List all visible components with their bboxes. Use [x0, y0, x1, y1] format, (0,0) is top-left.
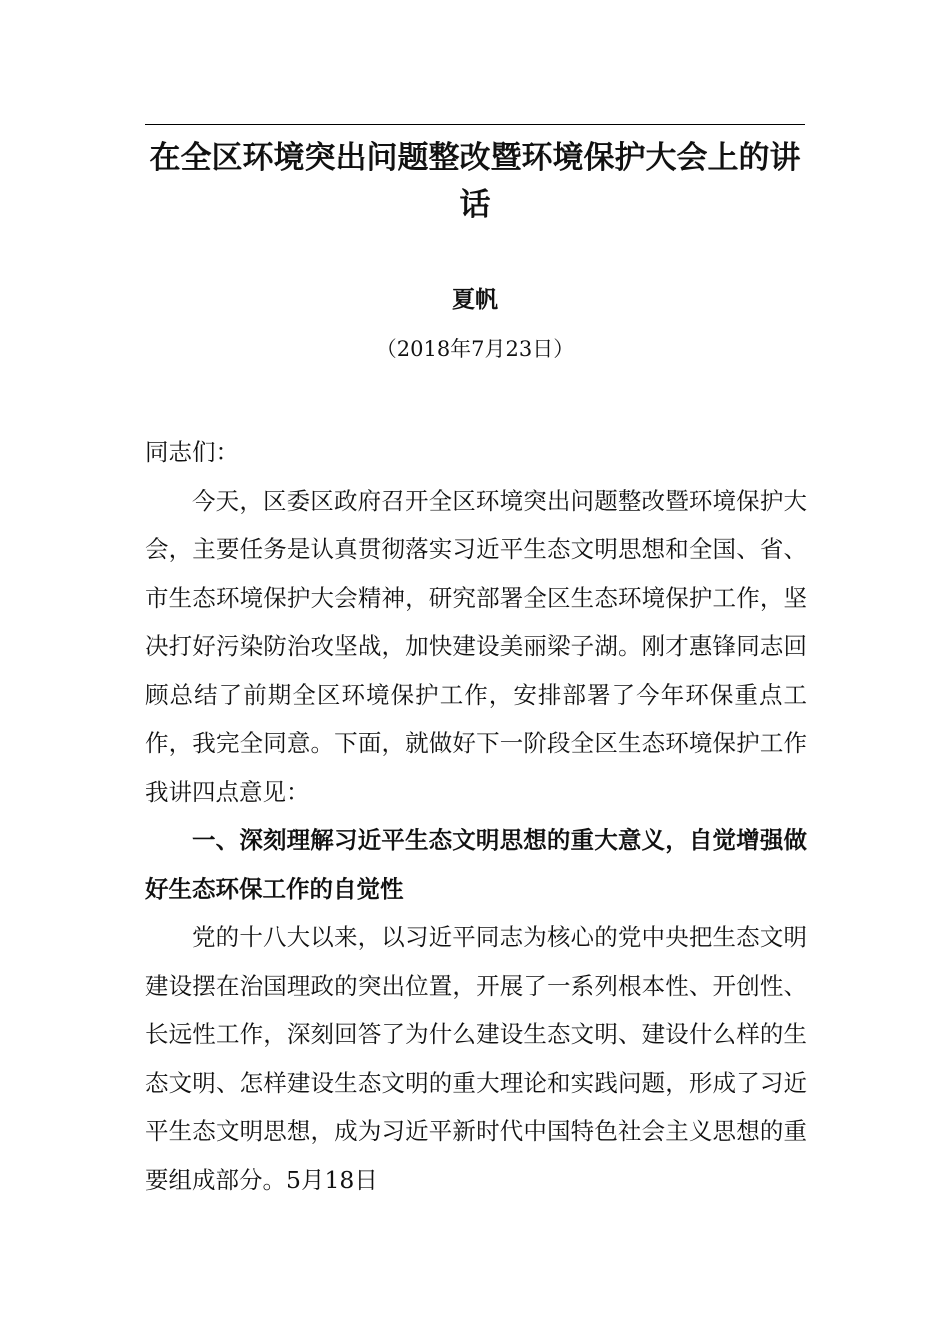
header-rule: [145, 124, 805, 125]
section-paragraph: 党的十八大以来，以习近平同志为核心的党中央把生态文明建设摆在治国理政的突出位置，开展了一系列根本性、开创性、长远性工作，深刻回答了为什么建设生态文明、建设什么样的生态文明、怎样建设生态文明的重大理论和实践问题，形成了习近平生态文明思想，成为习近平新时代中国特色社会主义思想的重要组成部分。5月18日: [145, 923, 807, 1194]
speech-date: （2018年7月23日）: [375, 337, 575, 361]
author-name: 夏帆: [452, 287, 498, 313]
salutation: 同志们：: [145, 438, 239, 466]
section-heading: 一、深刻理解习近平生态文明思想的重大意义，自觉增强做好生态环保工作的自觉性: [145, 826, 807, 903]
document-body: [145, 428, 807, 1204]
document-title: 在全区环境突出问题整改暨环境保护大会上的讲话: [149, 140, 801, 223]
opening-paragraph: 今天，区委区政府召开全区环境突出问题整改暨环境保护大会，主要任务是认真贯彻落实习近平生态文明思想和全国、省、市生态环境保护大会精神，研究部署全区生态环境保护工作，坚决打好污染防治攻坚战，加快建设美丽梁子湖。刚才惠锋同志回顾总结了前期全区环境保护工作，安排部署了今年环保重点工作，我完全同意。下面，就做好下一阶段全区生态环境保护工作我讲四点意见：: [145, 486, 807, 806]
